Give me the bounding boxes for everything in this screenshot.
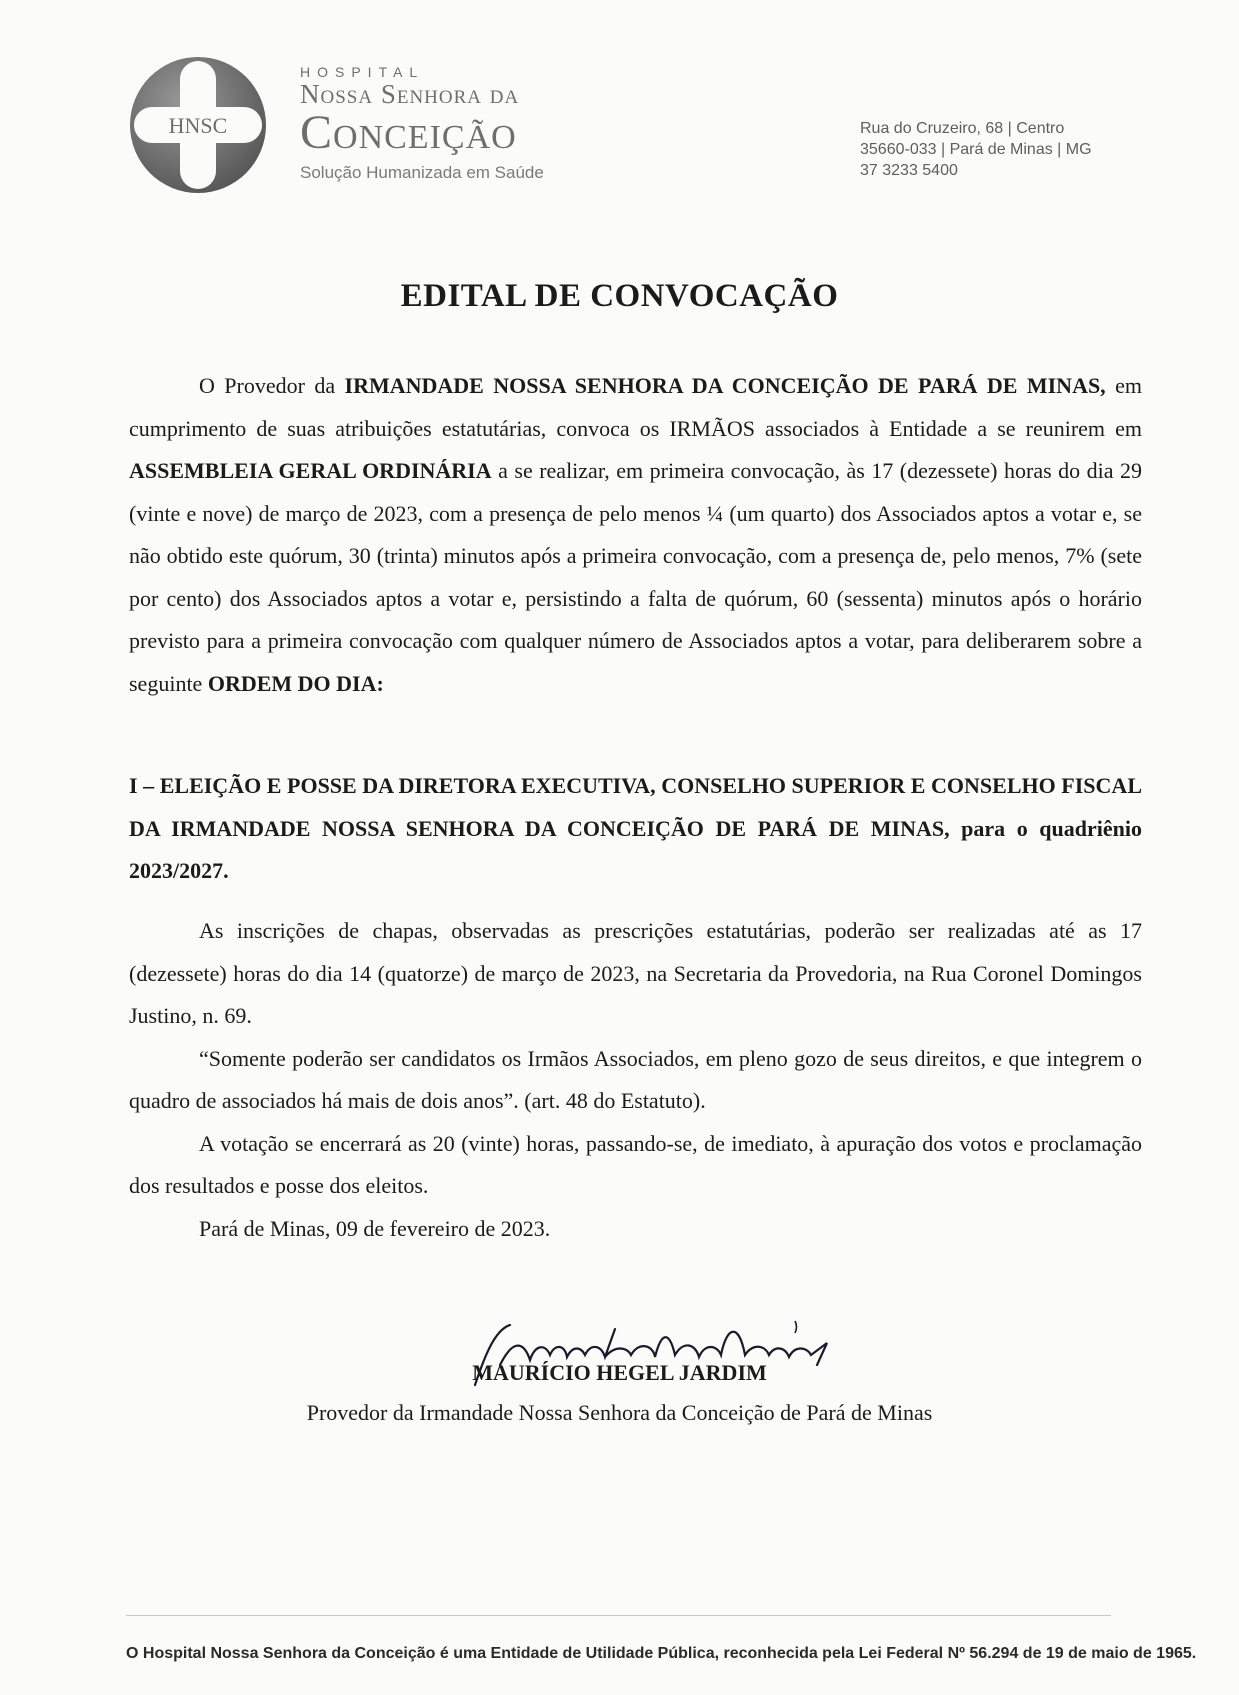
logo-small-text: HOSPITAL — [300, 64, 425, 80]
logo-monogram: HNSC — [168, 113, 228, 138]
p1-assembly-type: ASSEMBLEIA GERAL ORDINÁRIA — [129, 458, 492, 483]
p1-order-heading: ORDEM DO DIA: — [207, 670, 384, 696]
p1-text-1: O Provedor da — [199, 373, 345, 398]
hospital-wordmark — [300, 64, 630, 184]
p1-text-2: em cumprimento de suas atribuições estatutárias, convoca os IRMÃOS associados à Entidade a se reunirem em — [129, 373, 1142, 441]
statute-quote-paragraph: “Somente poderão ser candidatos os Irmãos Associados, em pleno gozo de seus direitos, e que integrem o quadro de associados há mais de dois anos”. (art. 48 do Estatuto). — [129, 1045, 1142, 1113]
order-of-the-day-item — [129, 765, 1142, 893]
address-street: Rua do Cruzeiro, 68 | Centro — [860, 120, 1065, 137]
address-city: 35660-033 | Pará de Minas | MG — [860, 141, 1092, 158]
closing-paragraphs — [129, 910, 1142, 1250]
convocation-paragraph — [129, 365, 1142, 705]
hospital-address — [860, 118, 1092, 181]
footer-divider — [126, 1615, 1111, 1616]
p1-text-3: a se realizar, em primeira convocação, às 17 (dezessete) horas do dia 29 (vinte e nove) de março de 2023, com a presença de pelo menos ¼ (um quarto) dos Associados aptos a votar e, se não obtido este quórum, 30 (trinta) minutos após a primeira convocação, com a presença de, pelo menos, 7% (sete por cento) dos Associados aptos a votar e, persistindo a falta de quórum, 60 (sessenta) minutos após o horário previsto para a primeira convocação com qualquer número de Associados aptos a votar, para deliberarem sobre a seguinte — [129, 458, 1143, 696]
logo-tagline: Solução Humanizada em Saúde — [300, 163, 544, 182]
footer-legal-notice: O Hospital Nossa Senhora da Conceição é uma Entidade de Utilidade Pública, reconhecida pela Lei Federal Nº 56.294 de 19 de maio de 1965. — [126, 1645, 1197, 1662]
signatory-name: MAURÍCIO HEGEL JARDIM — [472, 1360, 767, 1385]
voting-paragraph: A votação se encerrará as 20 (vinte) horas, passando-se, de imediato, à apuração dos votos e proclamação dos resultados e posse dos eleitos. — [129, 1130, 1142, 1198]
date-line: Pará de Minas, 09 de fevereiro de 2023. — [199, 1215, 551, 1241]
logo-line1: Nossa Senhora da — [300, 79, 520, 109]
document-title: EDITAL DE CONVOCAÇÃO — [400, 278, 839, 314]
signatory-title: Provedor da Irmandade Nossa Senhora da Conceição de Pará de Minas — [306, 1400, 933, 1425]
p1-entity-name: IRMANDADE NOSSA SENHORA DA CONCEIÇÃO DE PARÁ DE MINAS, — [344, 373, 1106, 398]
hospital-logo-icon — [128, 55, 268, 195]
order-item-text: I – ELEIÇÃO E POSSE DA DIRETORA EXECUTIVA, CONSELHO SUPERIOR E CONSELHO FISCAL DA IRMANDADE NOSSA SENHORA DA CONCEIÇÃO DE PARÁ DE MINAS, para o quadriênio 2023/2027. — [129, 773, 1142, 883]
address-phone: 37 3233 5400 — [860, 162, 958, 179]
registration-paragraph: As inscrições de chapas, observadas as prescrições estatutárias, poderão ser realizadas até as 17 (dezessete) horas do dia 14 (quatorze) de março de 2023, na Secretaria da Provedoria, na Rua Coronel Domingos Justino, n. 69. — [129, 918, 1142, 1028]
logo-line2: Conceição — [300, 106, 517, 159]
